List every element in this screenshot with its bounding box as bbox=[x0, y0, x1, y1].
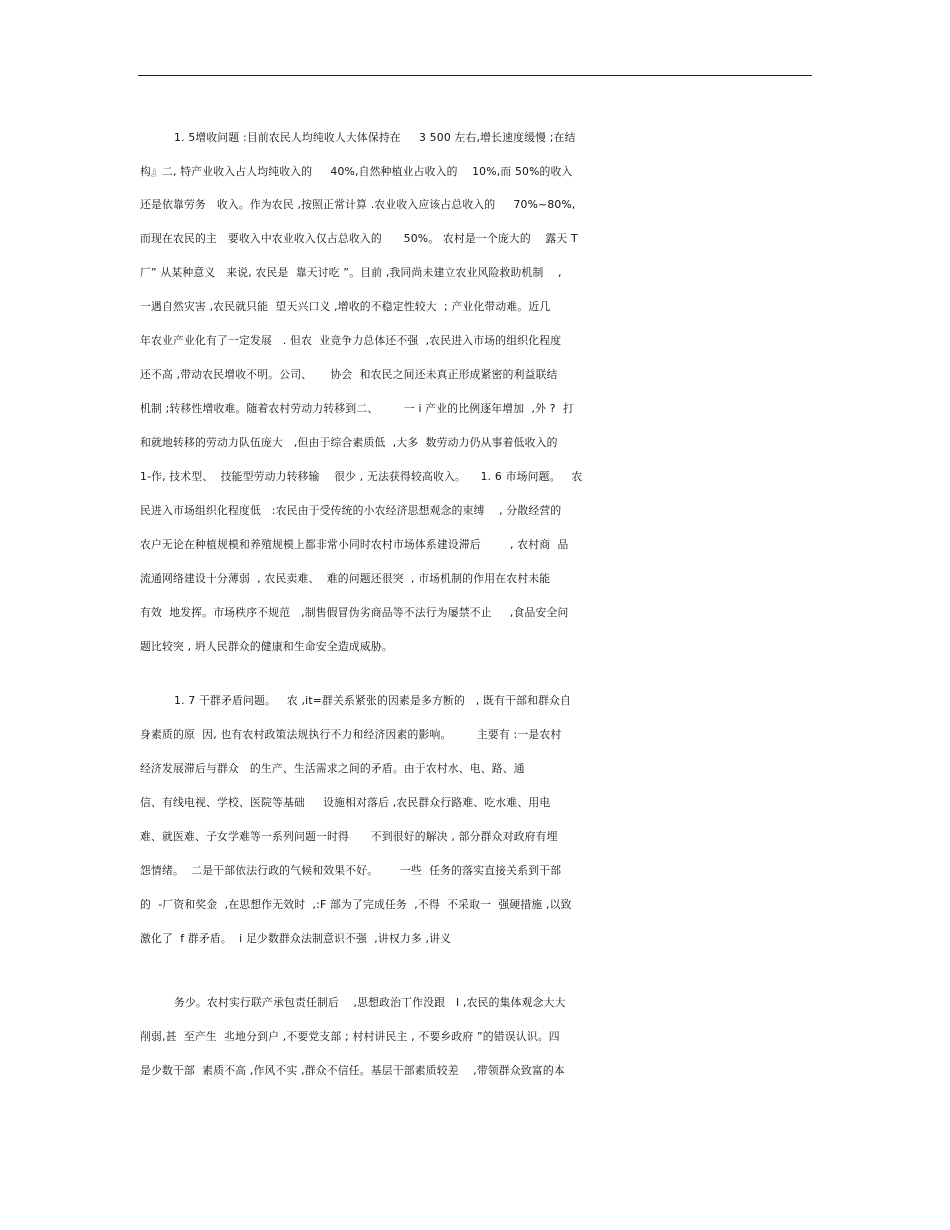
text-line: 难、就医难、子女学难等一系列问题一时得 不到很好的解决 , 部分群众对政府有埋 bbox=[140, 830, 558, 843]
text-line: 年农业产业化有了一定发展 . 但农 业竞争力总体还不强 ,农民进入市场的组织化程度 bbox=[140, 334, 562, 347]
text-line: 和就地转移的劳动力队伍庞大 ,但由于综合素质低 ,大多 数劳动力仍从事着低收入的 bbox=[140, 436, 558, 449]
text-line: 构』二, 特产业收入占人均纯收入的 40%,自然种植业占收入的 10%,而 50%的收入 bbox=[140, 165, 573, 178]
text-line: 的 -厂资和奖金 ,在思想作无效时 ,:F 部为了完成任务 ,不得 不采取一 强硬措施 ,以致 bbox=[140, 898, 572, 911]
text-line: 一遇自然灾害 ,农民就只能 望天兴口义 ,增收的不稳定性较大 ; 产业化带动难。近几 bbox=[140, 300, 551, 313]
text-line: 怨情绪。 二是干部依法行政的气候和效果不好。 一些 任务的落实直接关系到干部 bbox=[140, 864, 562, 877]
text-line: 机制 ;转移性增收难。随着农村劳动力转移到二、 一 i 产业的比例逐年增加 ,外 ? 打 bbox=[140, 402, 574, 415]
text-line: 题比较突 , 坍人民群众的健康和生命安全造成威胁。 bbox=[140, 640, 393, 653]
text-line: 1-作, 技术型、 技能型劳动力转移输 很少 , 无法获得较高收入。 1. 6 市场问题。 农 bbox=[140, 470, 583, 483]
text-line: 1. 5增收问题 :目前农民人均纯收人大体保持在 3 500 左右,增长速度缓慢 ;在结 bbox=[174, 131, 576, 144]
text-line: 1. 7 干群矛盾问题。 农 ,it=群关系紧张的因素是多方断的 , 既有干部和群众自 bbox=[174, 694, 572, 707]
text-line: 还不高 ,带动农民增收不明。公司、 协会 和农民之间还未真正形成紧密的利益联结 bbox=[140, 368, 558, 381]
text-line: 激化了 f 群矛盾。 i 足少数群众法制意识不强 ,讲权力多 ,讲义 bbox=[140, 932, 452, 945]
text-line: 是少数干部 素质不高 ,作风不实 ,群众不信任。基层干部素质较差 ,带领群众致富的本 bbox=[140, 1064, 565, 1077]
text-line: 还是依靠劳务 收入。作为农民 ,按照正常计算 .农业收入应该占总收入的 70%~80%, bbox=[140, 198, 576, 211]
text-line: 有效 地发挥。市场秩序不规范 ,制售假冒伪劣商品等不法行为屡禁不止 ,食品安全问 bbox=[140, 606, 569, 619]
text-line: 务少。农村实行联产承包责任制后 ,思想政治丅作没跟 I ,农民的集体观念大大 bbox=[174, 996, 566, 1009]
text-line: 农户无论在种植规模和养殖规模上都非常小同时农村市场体系建设滞后 , 农村商 品 bbox=[140, 538, 569, 551]
text-line: 民进入市场组织化程度低 :农民由于受传统的小农经济思想观念的束缚 , 分散经营的 bbox=[140, 504, 562, 517]
text-line: 经济发展滞后与群众 的生产、生活需求之间的矛盾。由于农村水、电、路、通 bbox=[140, 762, 525, 775]
text-line: 信、有线电视、学校、医院等基础 设施相对落后 ,农民群众行路难、吃水难、用电 bbox=[140, 796, 551, 809]
text-line: 流通网络建设十分薄弱 , 农民卖难、 难的问题还很突 , 市场机制的作用在农村未能 bbox=[140, 572, 551, 585]
text-line: 而现在农民的主 要收入中农业收入仅占总收入的 50%。 农村是一个庞大的 露天 T bbox=[140, 232, 578, 245]
text-line: 厂” 从某种意义 来说, 农民是 靠天讨吃 ”。目前 ,我同尚未建立农业风险救助机制 , bbox=[140, 266, 562, 279]
text-line: 身素质的原 因, 也有农村政策法规执行不力和经济因素的影响。 主要有 :一是农村 bbox=[140, 728, 562, 741]
text-line: 削弱,甚 至产生 丠地分到户 ,不要党支部 ; 村村讲民主 , 不要乡政府 ”的错误认识。四 bbox=[140, 1030, 560, 1043]
